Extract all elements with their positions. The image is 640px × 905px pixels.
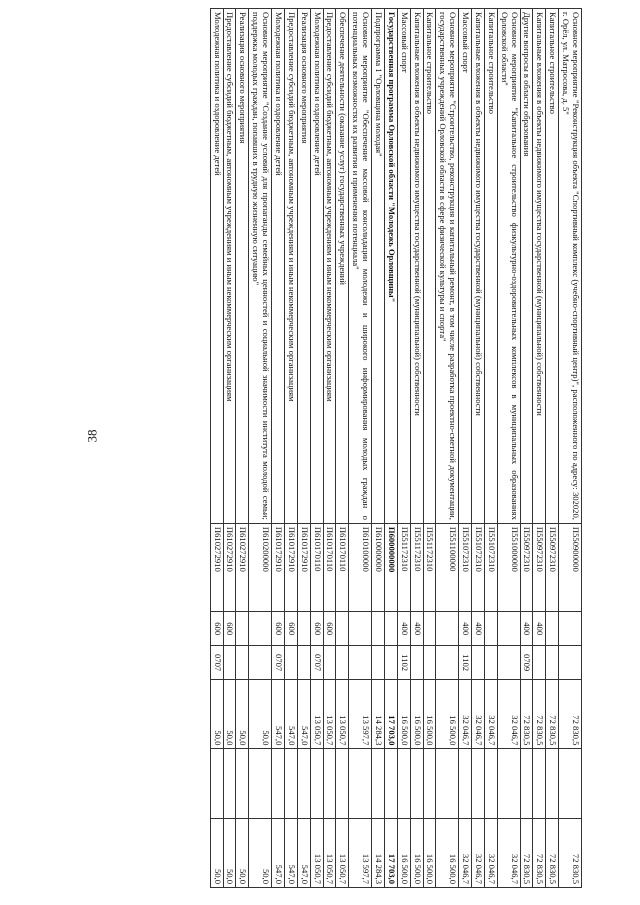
table-row <box>223 9 236 888</box>
row-code: П600000000 <box>385 523 398 611</box>
row-name: Капитальные вложения в объекты недвижимого имущества государственной (муниципальной) собственности <box>410 9 423 524</box>
row-name: Реализация основного мероприятия <box>236 9 249 524</box>
row-section-code <box>497 646 520 680</box>
row-name: Другие вопросы в области образования <box>520 9 533 524</box>
row-expense-type: 600 <box>310 612 323 646</box>
row-code: П610100000 <box>349 523 372 611</box>
row-code: П551172310 <box>397 523 410 611</box>
row-amount-total: 13 050,7 <box>310 818 323 887</box>
row-expense-type <box>485 612 498 646</box>
row-code: П610200000 <box>249 523 272 611</box>
row-amount: 50,0 <box>249 680 272 749</box>
row-amount-change <box>472 749 485 818</box>
row-amount-total: 50,0 <box>236 818 249 887</box>
row-section-code <box>485 646 498 680</box>
table-row <box>533 9 546 888</box>
row-amount-change <box>423 749 436 818</box>
row-code: П551172310 <box>410 523 423 611</box>
row-amount-total: 16 500,0 <box>423 818 436 887</box>
row-section-code <box>372 646 385 680</box>
row-name: Капитальное строительство <box>485 9 498 524</box>
row-section-code: 0707 <box>210 646 223 680</box>
row-code: П610172910 <box>285 523 298 611</box>
table-row <box>472 9 485 888</box>
row-name: Молодежная политика и оздоровление детей <box>310 9 323 524</box>
row-expense-type: 400 <box>459 612 472 646</box>
row-amount-change <box>223 749 236 818</box>
row-amount: 50,0 <box>223 680 236 749</box>
row-expense-type: 400 <box>410 612 423 646</box>
row-section-code <box>349 646 372 680</box>
row-expense-type <box>236 612 249 646</box>
table-row <box>336 9 349 888</box>
table-row <box>272 9 285 888</box>
row-code: П610170110 <box>336 523 349 611</box>
row-amount-change <box>459 749 472 818</box>
row-amount-change <box>397 749 410 818</box>
row-amount: 13 050,7 <box>323 680 336 749</box>
row-code: П610272910 <box>223 523 236 611</box>
table-row <box>546 9 559 888</box>
row-amount-total: 16 500,0 <box>410 818 423 887</box>
row-amount-total: 32 046,7 <box>472 818 485 887</box>
row-amount-total: 16 500,0 <box>397 818 410 887</box>
budget-table-container <box>102 8 582 888</box>
table-row <box>410 9 423 888</box>
row-name: Капитальные вложения в объекты недвижимого имущества государственной (муниципальной) собственности <box>533 9 546 524</box>
table-row <box>520 9 533 888</box>
row-section-code <box>385 646 398 680</box>
row-amount: 72 830,5 <box>559 680 582 749</box>
row-code: П551072310 <box>472 523 485 611</box>
row-section-code: 1102 <box>397 646 410 680</box>
row-expense-type <box>436 612 459 646</box>
row-code: П551000000 <box>497 523 520 611</box>
row-amount-change <box>559 749 582 818</box>
row-code: П551072310 <box>459 523 472 611</box>
row-amount-total: 72 830,5 <box>559 818 582 887</box>
row-section-code <box>533 646 546 680</box>
row-amount-change <box>272 749 285 818</box>
row-code: П610170110 <box>323 523 336 611</box>
row-amount-change <box>236 749 249 818</box>
row-amount: 50,0 <box>210 680 223 749</box>
row-section-code <box>423 646 436 680</box>
row-amount-total: 50,0 <box>223 818 236 887</box>
row-name: Реализация основного мероприятия <box>297 9 310 524</box>
row-name: Массовый спорт <box>397 9 410 524</box>
row-name: Капитальное строительство <box>546 9 559 524</box>
table-row <box>459 9 472 888</box>
row-amount: 16 500,0 <box>410 680 423 749</box>
row-code: П551172310 <box>423 523 436 611</box>
row-amount-change <box>249 749 272 818</box>
row-amount-change <box>410 749 423 818</box>
row-amount-change <box>485 749 498 818</box>
table-row <box>497 9 520 888</box>
row-section-code <box>546 646 559 680</box>
row-amount: 16 500,0 <box>397 680 410 749</box>
table-row <box>349 9 372 888</box>
row-expense-type <box>249 612 272 646</box>
row-expense-type: 600 <box>285 612 298 646</box>
row-amount-total: 50,0 <box>249 818 272 887</box>
row-name: Молодежная политика и оздоровление детей <box>272 9 285 524</box>
row-amount-total: 13 050,7 <box>336 818 349 887</box>
row-section-code: 1102 <box>459 646 472 680</box>
table-row <box>323 9 336 888</box>
row-amount-total: 72 830,5 <box>533 818 546 887</box>
table-row <box>397 9 410 888</box>
row-amount: 32 046,7 <box>472 680 485 749</box>
table-row <box>485 9 498 888</box>
row-amount-total: 72 830,5 <box>546 818 559 887</box>
row-amount-change <box>520 749 533 818</box>
row-amount-change <box>323 749 336 818</box>
row-name: Подпрограмма 1 "Орловщина молодая" <box>372 9 385 524</box>
row-code: П550900000 <box>559 523 582 611</box>
page-number: 38 <box>84 429 100 443</box>
table-row <box>249 9 272 888</box>
table-row <box>559 9 582 888</box>
row-amount-total: 547,0 <box>285 818 298 887</box>
row-section-code: 0707 <box>272 646 285 680</box>
budget-table-body <box>210 9 581 888</box>
row-amount-change <box>385 749 398 818</box>
row-expense-type <box>546 612 559 646</box>
row-section-code <box>297 646 310 680</box>
table-row <box>385 9 398 888</box>
row-name: Молодежная политика и оздоровление детей <box>210 9 223 524</box>
row-code: П550972310 <box>520 523 533 611</box>
row-amount: 72 830,5 <box>520 680 533 749</box>
row-amount: 32 046,7 <box>485 680 498 749</box>
table-row <box>210 9 223 888</box>
row-section-code <box>472 646 485 680</box>
row-code: П610172910 <box>272 523 285 611</box>
row-expense-type <box>372 612 385 646</box>
row-amount-change <box>546 749 559 818</box>
row-expense-type: 400 <box>397 612 410 646</box>
table-row <box>236 9 249 888</box>
row-amount-change <box>310 749 323 818</box>
row-amount-change <box>285 749 298 818</box>
budget-table <box>210 8 582 888</box>
row-amount: 72 830,5 <box>533 680 546 749</box>
row-amount: 13 050,7 <box>310 680 323 749</box>
row-name: Массовый спорт <box>459 9 472 524</box>
table-row <box>372 9 385 888</box>
row-amount: 50,0 <box>236 680 249 749</box>
row-amount-total: 547,0 <box>272 818 285 887</box>
table-row <box>310 9 323 888</box>
row-name: Предоставление субсидий бюджетным, автономным учреждениям и иным некоммерческим организациям <box>285 9 298 524</box>
row-amount: 547,0 <box>285 680 298 749</box>
row-amount-change <box>497 749 520 818</box>
row-amount: 17 703,0 <box>385 680 398 749</box>
row-code: П551072310 <box>485 523 498 611</box>
row-amount: 32 046,7 <box>459 680 472 749</box>
row-expense-type <box>297 612 310 646</box>
row-code: П610272910 <box>210 523 223 611</box>
row-name: Предоставление субсидий бюджетным, автономным учреждениям и иным некоммерческим организациям <box>323 9 336 524</box>
row-amount: 14 284,3 <box>372 680 385 749</box>
row-section-code <box>436 646 459 680</box>
row-section-code: 0707 <box>310 646 323 680</box>
row-amount-total: 13 050,7 <box>323 818 336 887</box>
row-expense-type <box>336 612 349 646</box>
table-row <box>285 9 298 888</box>
row-expense-type <box>497 612 520 646</box>
row-amount: 13 050,7 <box>336 680 349 749</box>
row-code: П610172910 <box>297 523 310 611</box>
row-expense-type: 400 <box>533 612 546 646</box>
row-name: Обеспечение деятельности (оказание услуг) государственных учреждений <box>336 9 349 524</box>
row-amount-total: 32 046,7 <box>497 818 520 887</box>
row-section-code <box>410 646 423 680</box>
row-amount: 16 500,0 <box>436 680 459 749</box>
row-amount-total: 32 046,7 <box>459 818 472 887</box>
row-name: Основное мероприятие "Обеспечение массовой консолидации молодежи и широкого информирования молодых граждан о потенциальных возможностях их развития и применения потенциала" <box>349 9 372 524</box>
row-amount-change <box>533 749 546 818</box>
row-expense-type <box>559 612 582 646</box>
table-row <box>297 9 310 888</box>
row-name: Государственная программа Орловской области "Молодежь Орловщины" <box>385 9 398 524</box>
row-section-code <box>249 646 272 680</box>
row-code: П610272910 <box>236 523 249 611</box>
row-amount-total: 17 703,0 <box>385 818 398 887</box>
row-name: Капитальные вложения в объекты недвижимого имущества государственной (муниципальной) собственности <box>472 9 485 524</box>
row-name: Предоставление субсидий бюджетным, автономным учреждениям и иным некоммерческим организациям <box>223 9 236 524</box>
row-name: Основное мероприятие "Капитальное строительство физкультурно-оздоровительных комплексов в муниципальных образованиях Орловской области" <box>497 9 520 524</box>
row-code: П610170110 <box>310 523 323 611</box>
row-section-code <box>223 646 236 680</box>
row-amount-change <box>349 749 372 818</box>
row-section-code <box>336 646 349 680</box>
row-expense-type: 400 <box>472 612 485 646</box>
row-expense-type: 600 <box>323 612 336 646</box>
row-expense-type: 600 <box>210 612 223 646</box>
row-amount: 547,0 <box>297 680 310 749</box>
row-amount-change <box>436 749 459 818</box>
table-row <box>423 9 436 888</box>
row-expense-type <box>385 612 398 646</box>
row-amount-total: 16 500,0 <box>436 818 459 887</box>
row-code: П550972310 <box>546 523 559 611</box>
row-section-code <box>285 646 298 680</box>
row-name: Основное мероприятие "Создание условий для пропаганды семейных ценностей и социальной значимости института молодой семьи; поддержка молодых граждан, попавших в трудную жизненную ситуацию" <box>249 9 272 524</box>
row-amount-total: 14 284,3 <box>372 818 385 887</box>
row-amount: 13 597,7 <box>349 680 372 749</box>
row-amount-total: 547,0 <box>297 818 310 887</box>
row-amount: 16 500,0 <box>423 680 436 749</box>
row-expense-type: 400 <box>520 612 533 646</box>
row-section-code <box>323 646 336 680</box>
row-name: Основное мероприятие "Строительство, реконструкция и капитальный ремонт, в том числе разработка проектно-сметной документации, государственных учреждений Орловской области в сфере физической культуры и спорта" <box>436 9 459 524</box>
row-expense-type <box>349 612 372 646</box>
row-expense-type: 600 <box>272 612 285 646</box>
row-amount-change <box>210 749 223 818</box>
row-expense-type <box>423 612 436 646</box>
row-section-code: 0709 <box>520 646 533 680</box>
row-section-code <box>236 646 249 680</box>
row-amount-total: 72 830,5 <box>520 818 533 887</box>
row-expense-type: 600 <box>223 612 236 646</box>
row-amount-change <box>336 749 349 818</box>
row-amount-total: 32 046,7 <box>485 818 498 887</box>
row-section-code <box>559 646 582 680</box>
row-code: П610000000 <box>372 523 385 611</box>
row-amount: 32 046,7 <box>497 680 520 749</box>
row-amount-change <box>297 749 310 818</box>
row-amount-change <box>372 749 385 818</box>
row-code: П551100000 <box>436 523 459 611</box>
row-name: Основное мероприятие "Реконструкция объекта "Спортивный комплекс (учебно-спортивный центр)", расположенного по адресу: 302020, г. Орёл, ул. Матросова, д. 5" <box>559 9 582 524</box>
row-amount: 547,0 <box>272 680 285 749</box>
row-amount: 72 830,5 <box>546 680 559 749</box>
table-row <box>436 9 459 888</box>
row-name: Капитальное строительство <box>423 9 436 524</box>
row-code: П550972310 <box>533 523 546 611</box>
row-amount-total: 50,0 <box>210 818 223 887</box>
row-amount-total: 13 597,7 <box>349 818 372 887</box>
